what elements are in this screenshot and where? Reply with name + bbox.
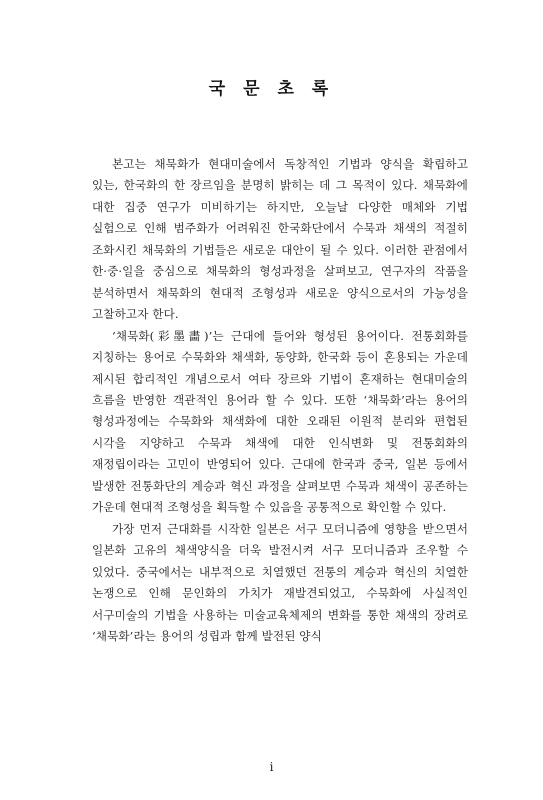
page-title: 국 문 초 록 <box>208 79 335 99</box>
paragraph-3: 가장 먼저 근대화를 시작한 일본은 서구 모더니즘에 영향을 받으면서 일본화 고유의 채색양식을 더욱 발전시켜 서구 모더니즘과 조우할 수 있었다. 중국에서는 내부적으로 치열했던 전통의 계승과 혁신의 치열한 논쟁으로 인해 문인화의 가치가 재발견되었고, 수묵화에 사실적인 서구미술의 기법을 사용하는 미술교육체제의 변화를 통한 채색의 장려로 ‘채묵화’라는 용어의 성립과 함께 발전된 양식 <box>92 521 468 643</box>
page-number: i <box>269 760 274 774</box>
paragraph-2: ‘채묵화(彩墨畵)’는 근대에 들어와 형성된 용어이다. 전통회화를 지칭하는 용어로 수묵화와 채색화, 동양화, 한국화 등이 혼용되는 가운데 제시된 합리적인 개념으로서 여타 장르와 기법이 혼재하는 현대미술의 흐름을 반영한 객관적인 용어라 할 수 있다. 또한 ‘채묵화’라는 용어의 형성과정에는 수묵화와 채색화에 대한 오래된 이원적 분리와 편협된 시각을 지양하고 수묵과 채색에 대한 인식변화 및 전통회화의 재정립이라는 고민이 반영되어 있다. 근대에 한국과 중국, 일본 등에서 발생한 전통화단의 계승과 혁신 과정을 살펴보면 수묵과 채색이 공존하는 가운데 현대적 조형성을 획득할 수 있음을 공통적으로 확인할 수 있다. <box>92 328 468 515</box>
abstract-body <box>92 154 468 647</box>
paragraph-1: 본고는 채묵화가 현대미술에서 독창적인 기법과 양식을 확립하고 있는, 한국화의 한 장르임을 분명히 밝히는 데 그 목적이 있다. 채묵화에 대한 집중 연구가 미비하기는 하지만, 오늘날 다양한 매체와 기법 실험으로 인해 범주화가 어려워진 한국화단에서 수묵과 채색의 적절히 조화시킨 채묵화의 기법들은 새로운 대안이 될 수 있다. 이러한 관점에서 한·중·일을 중심으로 채묵화의 형성과정을 살펴보고, 연구자의 작품을 분석하면서 채묵화의 현대적 조형성과 새로운 양식으로서의 가능성을 고찰하고자 한다. <box>92 157 468 322</box>
